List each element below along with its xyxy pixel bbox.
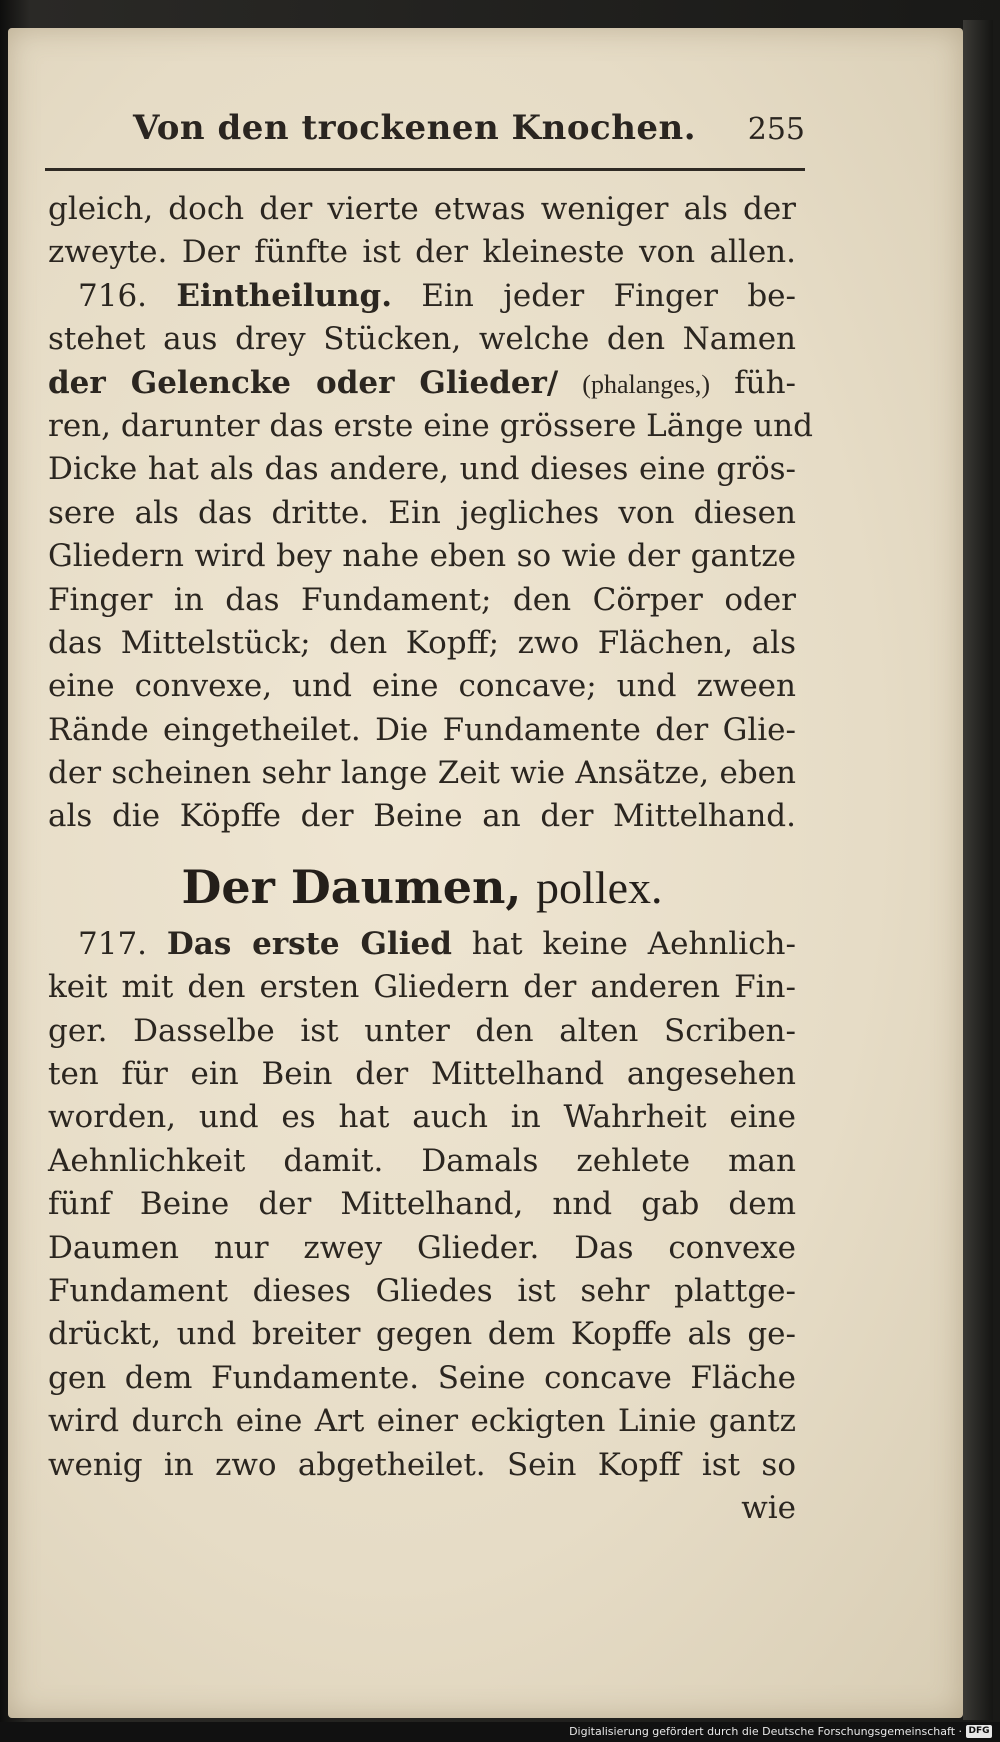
paragraph-heading: Das erste Glied: [166, 925, 452, 962]
text-line: als die Köpffe der Beine an der Mittelhand.: [48, 798, 796, 835]
text-line: wenig in zwo abgetheilet. Sein Kopff ist so: [48, 1446, 796, 1483]
footer-credit: Digitalisierung gefördert durch die Deutsche Forschungsgemeinschaft ·: [569, 1725, 962, 1738]
page-text: [48, 188, 813, 1530]
paragraph-number: 717.: [78, 925, 148, 962]
term-glieder: der Gelencke oder Glieder/: [48, 364, 559, 401]
text-line: Dicke hat als das andere, und dieses eine grös-: [48, 451, 796, 488]
text-line: der scheinen sehr lange Zeit wie Ansätze, eben: [48, 755, 796, 792]
text-line: stehet aus drey Stücken, welche den Namen: [48, 321, 796, 358]
latin-term: (phalanges,): [582, 369, 711, 399]
running-head: [45, 100, 805, 160]
text-line: eine convexe, und eine concave; und zween: [48, 668, 796, 705]
text-line: das Mittelstück; den Kopff; zwo Flächen, als: [48, 624, 796, 661]
paragraph-717-first-line: [48, 923, 796, 966]
running-title: Von den trockenen Knochen.: [133, 108, 697, 148]
book-edge: [963, 20, 993, 1720]
text-line: Finger in das Fundament; den Cörper oder: [48, 581, 796, 618]
header-rule: [45, 168, 805, 171]
page-number: 255: [747, 112, 805, 147]
text-line: ger. Dasselbe ist unter den alten Scriben-: [48, 1012, 796, 1049]
paragraph-716-first-line: [48, 275, 796, 318]
text-line: wird durch eine Art einer eckigten Linie gantz: [48, 1403, 796, 1440]
text-fragment: Ein jeder Finger be-: [421, 277, 796, 314]
catchword: wie: [741, 1489, 796, 1526]
text-line: Daumen nur zwey Glieder. Das convexe: [48, 1229, 796, 1266]
section-title: Der Daumen,: [181, 859, 522, 914]
text-line: gleich, doch der vierte etwas weniger als der: [48, 191, 796, 227]
text-line: Aehnlichkeit damit. Damals zehlete man: [48, 1142, 796, 1179]
section-latin: pollex.: [536, 861, 663, 913]
text-line: Fundament dieses Gliedes ist sehr plattge-: [48, 1272, 796, 1309]
text-line: worden, und es hat auch in Wahrheit eine: [48, 1099, 796, 1136]
text-line: fünf Beine der Mittelhand, nnd gab dem: [48, 1186, 796, 1223]
text-line: ten für ein Bein der Mittelhand angesehen: [48, 1056, 796, 1093]
text-line: keit mit den ersten Gliedern der anderen Fin-: [48, 969, 796, 1006]
paragraph-number: 716.: [78, 277, 148, 314]
text-line: drückt, und breiter gegen dem Kopffe als ge-: [48, 1316, 796, 1353]
text-line: ren, darunter das erste eine grössere Länge und: [48, 407, 813, 444]
section-heading: [48, 839, 796, 923]
text-fragment: hat keine Aehnlich-: [471, 925, 796, 962]
text-line: gen dem Fundamente. Seine concave Fläche: [48, 1359, 796, 1396]
text-line: [48, 362, 796, 405]
dfg-logo: DFG: [966, 1725, 992, 1738]
text-line: zweyte. Der fünfte ist der kleineste von allen.: [48, 234, 796, 271]
text-fragment: füh-: [734, 364, 797, 401]
text-line: Gliedern wird bey nahe eben so wie der gantze: [48, 538, 796, 575]
text-line: sere als das dritte. Ein jegliches von diesen: [48, 494, 796, 531]
paragraph-heading: Eintheilung.: [176, 277, 393, 314]
text-line: Rände eingetheilet. Die Fundamente der Glie-: [48, 711, 796, 748]
